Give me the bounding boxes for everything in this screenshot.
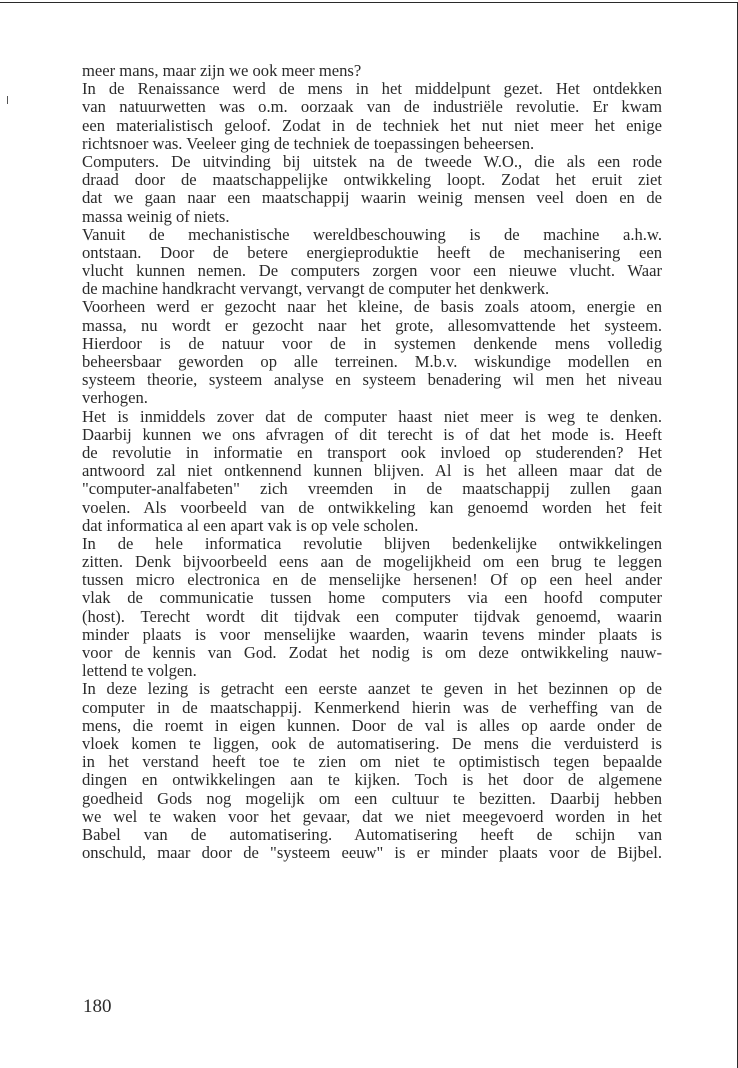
text-line: we wel te waken voor het gevaar, dat we niet meegevoerd worden in het — [82, 806, 662, 826]
text-line: draad door de maatschappelijke ontwikkeling loopt. Zodat het eruit ziet — [82, 170, 662, 190]
text-line: lettend te volgen. — [82, 661, 197, 681]
text-line: in het verstand heeft toe te zien om niet te optimistisch tegen bepaalde — [82, 752, 662, 772]
text-line: Voorheen werd er gezocht naar het kleine, de basis zoals atoom, energie en — [82, 297, 662, 317]
text-line: goedheid Gods nog mogelijk om een cultuur te bezitten. Daarbij hebben — [82, 788, 662, 808]
text-line: massa weinig of niets. — [82, 206, 230, 226]
text-line: Daarbij kunnen we ons afvragen of dit terecht is of dat het mode is. Heeft — [82, 424, 662, 444]
text-line: minder plaats is voor menselijke waarden, waarin tevens minder plaats is — [82, 624, 662, 644]
text-line: dat informatica al een apart vak is op vele scholen. — [82, 515, 419, 535]
text-line: zitten. Denk bijvoorbeeld eens aan de mogelijkheid om een brug te leggen — [82, 552, 662, 572]
text-line: Babel van de automatisering. Automatisering heeft de schijn van — [82, 824, 662, 844]
text-line: vlak de communicatie tussen home computers via een hoofd computer — [82, 588, 662, 608]
text-line: dat we gaan naar een maatschappij waarin weinig mensen veel doen en de — [82, 188, 662, 208]
page-edge-top — [0, 2, 738, 3]
text-line: meer mans, maar zijn we ook meer mens? — [82, 61, 362, 80]
text-line: Hierdoor is de natuur voor de in systemen denkende mens volledig — [82, 333, 662, 353]
text-line: voelen. Als voorbeeld van de ontwikkeling kan genoemd worden het feit — [82, 497, 662, 517]
margin-mark — [7, 96, 8, 104]
text-line: tussen micro electronica en de menselijke hersenen! Of op een heel ander — [82, 570, 662, 590]
text-line: In de Renaissance werd de mens in het middelpunt gezet. Het ontdekken — [82, 79, 662, 99]
text-line: dingen en ontwikkelingen aan te kijken. Toch is het door de algemene — [82, 770, 662, 790]
text-line: Het is inmiddels zover dat de computer haast niet meer is weg te denken. — [82, 406, 662, 426]
text-line: voor de kennis van God. Zodat het nodig is om deze ontwikkeling nauw- — [82, 643, 662, 662]
text-line: vloek komen te liggen, ook de automatisering. De mens die verduisterd is — [82, 733, 662, 753]
text-line: verhogen. — [82, 388, 148, 408]
text-line: massa, nu wordt er gezocht naar het grote, allesomvattende het systeem. — [82, 315, 662, 335]
text-line: een materialistisch geloof. Zodat in de techniek het nut niet meer het enige — [82, 115, 662, 135]
text-line: In deze lezing is getracht een eerste aanzet te geven in het bezinnen op de — [82, 679, 662, 699]
page-number: 180 — [83, 996, 112, 1017]
text-line: ontstaan. Door de betere energieproduktie heeft de mechanisering een — [82, 242, 662, 262]
text-line: de revolutie in informatie en transport ook invloed op studerenden? Het — [82, 442, 662, 462]
text-line: van natuurwetten was o.m. oorzaak van de industriële revolutie. Er kwam — [82, 97, 662, 117]
text-line: "computer-analfabeten" zich vreemden in de maatschappij zullen gaan — [82, 479, 662, 499]
text-line: de machine handkracht vervangt, vervangt de computer het denkwerk. — [82, 279, 550, 299]
text-line: mens, die roemt in eigen kunnen. Door de val is alles op aarde onder de — [82, 715, 662, 735]
text-line: Vanuit de mechanistische wereldbeschouwing is de machine a.h.w. — [82, 224, 662, 244]
text-line: In de hele informatica revolutie blijven bedenkelijke ontwikkelingen — [82, 533, 662, 553]
text-line: antwoord zal niet ontkennend kunnen blijven. Al is het alleen maar dat de — [82, 461, 662, 481]
body-text — [82, 62, 662, 862]
text-line: beheersbaar geworden op alle terreinen. M.b.v. wiskundige modellen en — [82, 352, 662, 371]
text-line: (host). Terecht wordt dit tijdvak een computer tijdvak genoemd, waarin — [82, 606, 662, 626]
text-line: Computers. De uitvinding bij uitstek na de tweede W.O., die als een rode — [82, 151, 662, 171]
text-line: vlucht kunnen nemen. De computers zorgen voor een nieuwe vlucht. Waar — [82, 261, 662, 281]
text-line: systeem theorie, systeem analyse en systeem benadering wil men het niveau — [82, 370, 662, 390]
text-line: computer in de maatschappij. Kenmerkend hierin was de verheffing van de — [82, 697, 662, 717]
text-line: onschuld, maar door de "systeem eeuw" is er minder plaats voor de Bijbel. — [82, 843, 662, 863]
text-line: richtsnoer was. Veeleer ging de techniek de toepassingen beheersen. — [82, 133, 535, 153]
